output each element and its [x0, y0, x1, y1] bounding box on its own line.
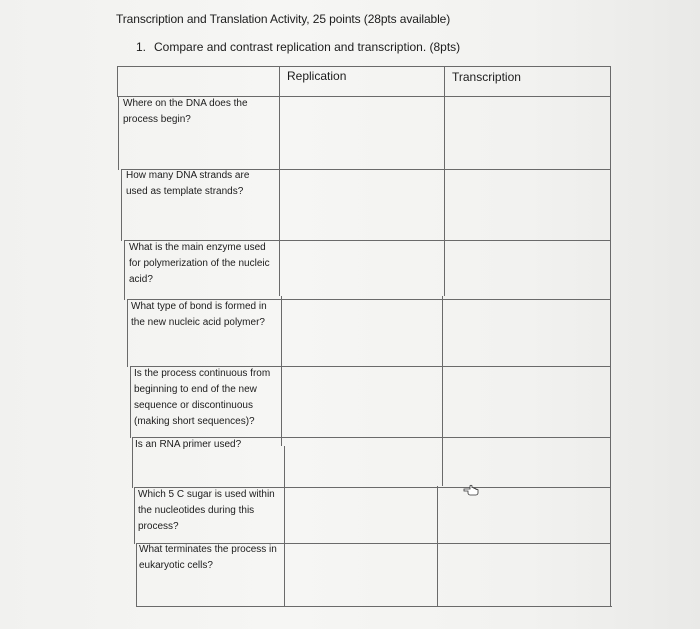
answer-cell-begin-transcription[interactable]: [445, 97, 610, 169]
answer-cell-continuous-transcription[interactable]: [443, 367, 610, 437]
answer-cell-sugar-transcription[interactable]: [438, 488, 610, 543]
answer-cell-enzyme-transcription[interactable]: [445, 241, 610, 299]
row-label-sugar: Which 5 C sugar is used within the nucleotides during this process?: [138, 489, 275, 532]
answer-cell-primer-transcription[interactable]: [443, 438, 610, 487]
answer-cell-enzyme-replication[interactable]: [280, 241, 443, 299]
worksheet-title: Transcription and Translation Activity, 25 points (28pts available): [116, 12, 451, 26]
question-number: 1.: [136, 40, 147, 54]
row-label-bond: What type of bond is formed in the new nucleic acid polymer?: [131, 301, 267, 328]
answer-cell-terminate-transcription[interactable]: [438, 544, 610, 606]
answer-cell-strands-transcription[interactable]: [445, 170, 610, 240]
answer-cell-terminate-replication[interactable]: [285, 544, 437, 606]
column-header-transcription: Transcription: [452, 70, 521, 84]
row-label-template-strands: How many DNA strands are used as template strands?: [126, 170, 250, 197]
answer-cell-sugar-replication[interactable]: [285, 488, 437, 543]
hand-pointer-icon: [462, 482, 482, 496]
row-label-enzyme: What is the main enzyme used for polymerization of the nucleic acid?: [129, 242, 270, 285]
answer-cell-bond-transcription[interactable]: [443, 300, 610, 366]
answer-cell-bond-replication[interactable]: [282, 300, 442, 366]
answer-cell-begin-replication[interactable]: [280, 97, 443, 169]
column-header-replication: Replication: [287, 69, 347, 83]
answer-cell-primer-replication[interactable]: [284, 438, 442, 487]
row-label-rna-primer: Is an RNA primer used?: [135, 439, 242, 450]
answer-cell-strands-replication[interactable]: [280, 170, 443, 240]
row-label-terminate: What terminates the process in eukaryotic cells?: [139, 544, 277, 571]
answer-cell-continuous-replication[interactable]: [282, 367, 442, 437]
row-label-continuous: Is the process continuous from beginning to end of the new sequence or discontinuous (making short sequences)?: [134, 368, 271, 427]
question-text: Compare and contrast replication and transcription. (8pts): [154, 40, 461, 54]
row-label-begin: Where on the DNA does the process begin?: [123, 98, 248, 125]
